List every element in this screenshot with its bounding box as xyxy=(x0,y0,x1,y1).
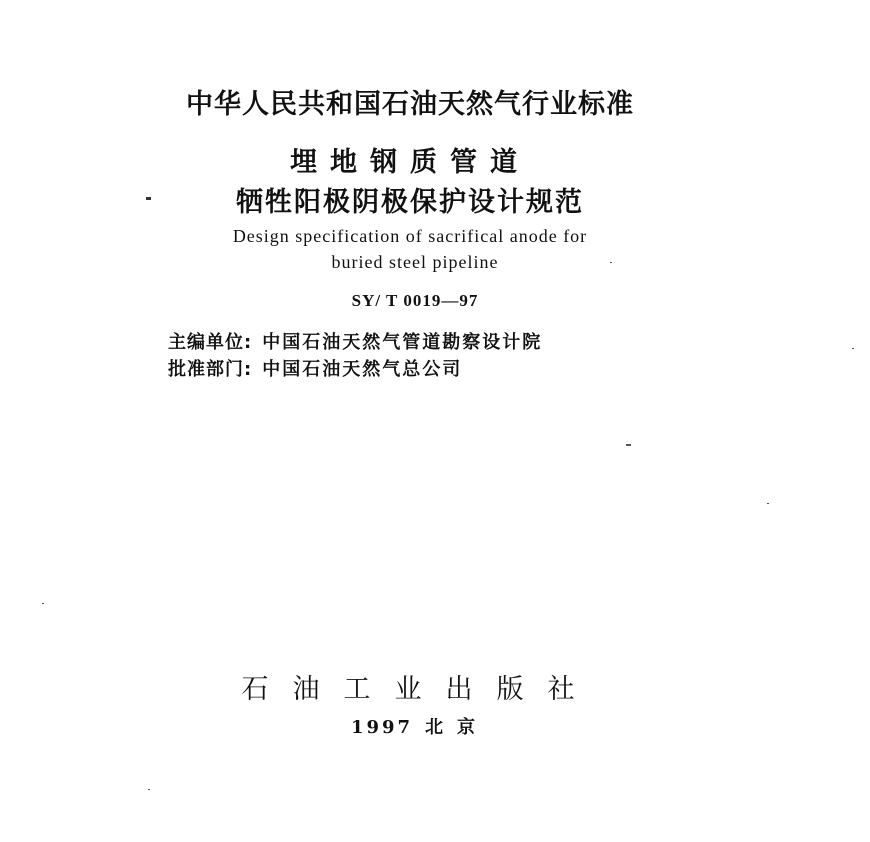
scan-speck xyxy=(610,262,612,263)
title-line-2: 牺牲阳极阴极保护设计规范 xyxy=(236,187,584,218)
scan-speck xyxy=(767,503,769,504)
scan-speck xyxy=(626,444,631,446)
publication-year-place xyxy=(0,713,840,739)
chief-editor-row xyxy=(168,328,542,354)
industry-standard-heading: 中华人民共和国石油天然气行业标准 xyxy=(186,89,634,120)
english-title-line-1: Design specification of sacrifical anode for xyxy=(232,226,588,246)
approver-label: 批准部门: xyxy=(168,359,253,380)
approver-value: 中国石油天然气总公司 xyxy=(262,359,463,380)
chief-editor-label: 主编单位: xyxy=(168,332,253,353)
scan-speck xyxy=(148,789,150,790)
chief-editor-value: 中国石油天然气管道勘察设计院 xyxy=(262,332,543,353)
publication-city: 北京 xyxy=(425,717,490,738)
publication-year: 1997 xyxy=(350,717,414,738)
english-title-line-2: buried steel pipeline xyxy=(331,252,499,272)
approver-row xyxy=(168,355,462,381)
title-line-1: 埋地钢质管道 xyxy=(290,147,530,178)
scan-speck xyxy=(42,603,44,604)
publisher-name: 石油工业出版社 xyxy=(241,674,599,705)
standard-code: SY/ T 0019—97 xyxy=(351,291,479,310)
scan-speck xyxy=(852,348,854,349)
